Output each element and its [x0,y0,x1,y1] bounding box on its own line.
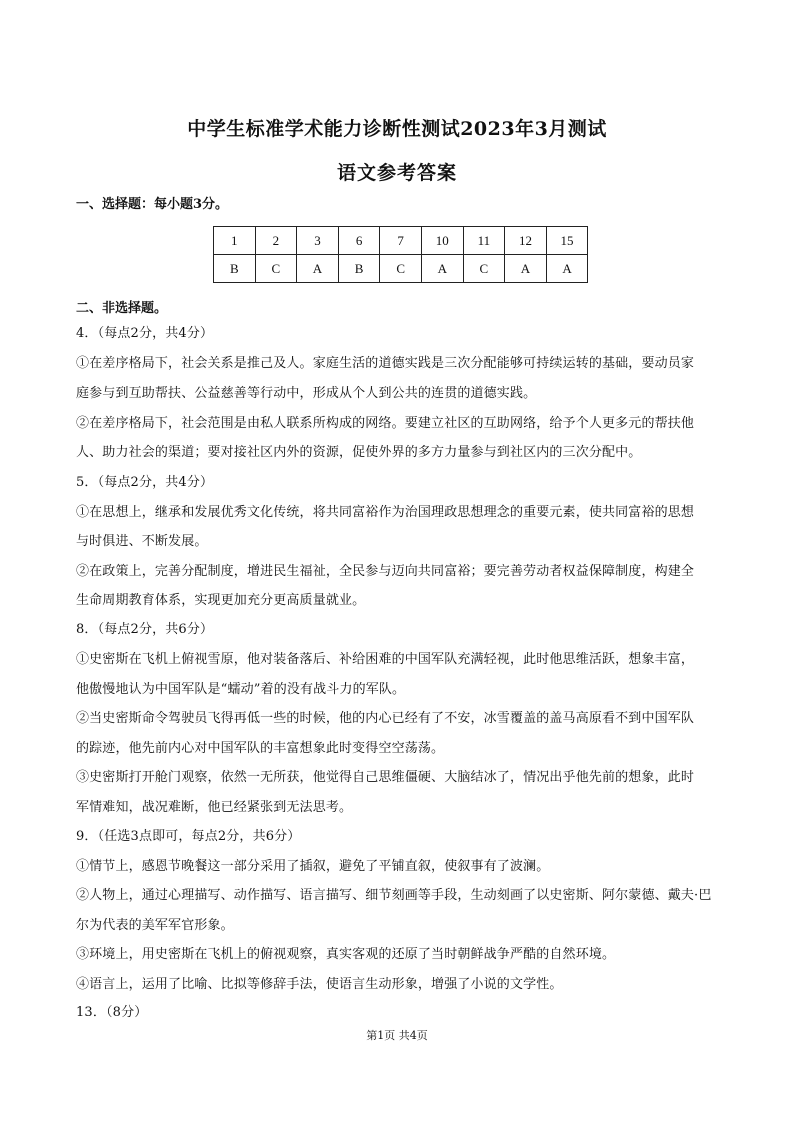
answer-line: 庭参与到互助帮扶、公益慈善等行动中，形成从个人到公共的连贯的道德实践。 [76,386,537,401]
answer-line: 与时俱进、不断发展。 [76,534,208,549]
question-number: 1 [214,227,256,255]
answer-cell: C [463,255,505,283]
page-footer: 第1页 共4页 [366,1029,428,1042]
answer-line: ④语言上，运用了比喻、比拟等修辞手法，使语言生动形象，增强了小说的文学性。 [76,977,563,992]
answer-line: 他傲慢地认为中国军队是“蠕动”着的没有战斗力的军队。 [76,682,406,697]
answer-line: ①在差序格局下，社会关系是推己及人。家庭生活的道德实践是三次分配能够可持续运转的基础，要动员家 [76,356,695,371]
question-number: 2 [255,227,297,255]
question-number: 6 [338,227,380,255]
question-number: 12 [505,227,547,255]
question-8-header: 8．（每点2分，共6分） [76,622,214,637]
page-title: 中学生标准学术能力诊断性测试2023年3月测试 [187,118,607,140]
answer-line: ①在思想上，继承和发展优秀文化传统，将共同富裕作为治国理政思想理念的重要元素，使共同富裕的思想 [76,505,695,520]
answer-cell: C [255,255,297,283]
section-2-heading: 二、非选择题。 [76,301,168,316]
answer-line: ②当史密斯命令驾驶员飞得再低一些的时候，他的内心已经有了不安，冰雪覆盖的盖马高原看不到中国军队 [76,711,695,726]
page-subtitle: 语文参考答案 [336,162,457,184]
question-9-header: 9．（任选3点即可，每点2分，共6分） [76,829,301,844]
question-4-header: 4．（每点2分，共4分） [76,326,214,341]
answer-line: ①史密斯在飞机上俯视雪原，他对装备落后、补给困难的中国军队充满轻视，此时他思维活跃，想象丰富， [76,652,695,667]
answer-line: ③环境上，用史密斯在飞机上的俯视观察，真实客观的还原了当时朝鲜战争严酷的自然环境。 [76,947,616,962]
answer-cell: A [505,255,547,283]
question-number-row [214,227,588,255]
question-number: 3 [297,227,339,255]
answer-cell: A [297,255,339,283]
question-number: 10 [421,227,463,255]
section-1-heading: 一、选择题：每小题3分。 [76,197,229,212]
answer-line: 生命周期教育体系，实现更加充分更高质量就业。 [76,593,366,608]
answer-cell: B [338,255,380,283]
answer-line: ②人物上，通过心理描写、动作描写、语言描写、细节刻画等手段，生动刻画了以史密斯、阿尔蒙德、戴夫·巴 [76,888,712,903]
answer-cell: A [421,255,463,283]
answer-line: 尔为代表的美军军官形象。 [76,918,234,933]
answer-line: ②在差序格局下，社会范围是由私人联系所构成的网络。要建立社区的互助网络，给予个人更多元的帮扶他 [76,416,695,431]
question-number: 7 [380,227,422,255]
question-number: 11 [463,227,505,255]
answer-line: 军情难知，战况难断，他已经紧张到无法思考。 [76,800,353,815]
question-number: 15 [546,227,588,255]
answer-line: ①情节上，感恩节晚餐这一部分采用了插叙，避免了平铺直叙，使叙事有了波澜。 [76,859,550,874]
answer-cell: C [380,255,422,283]
answer-line: 人、助力社会的渠道；要对接社区内外的资源，促使外界的多方力量参与到社区内的三次分配中。 [76,445,642,460]
answer-line: ②在政策上，完善分配制度，增进民生福祉，全民参与迈向共同富裕；要完善劳动者权益保障制度，构建全 [76,564,695,579]
answer-table [213,226,588,283]
answer-line: ③史密斯打开舱门观察，依然一无所获，他觉得自己思维僵硬、大脑结冰了，情况出乎他先前的想象，此时 [76,770,695,785]
answer-cell: B [214,255,256,283]
answer-cell: A [546,255,588,283]
question-13-header: 13．（8分） [76,1005,148,1020]
question-5-header: 5．（每点2分，共4分） [76,475,214,490]
answer-row [214,255,588,283]
answer-line: 的踪迹，他先前内心对中国军队的丰富想象此时变得空空荡荡。 [76,741,445,756]
